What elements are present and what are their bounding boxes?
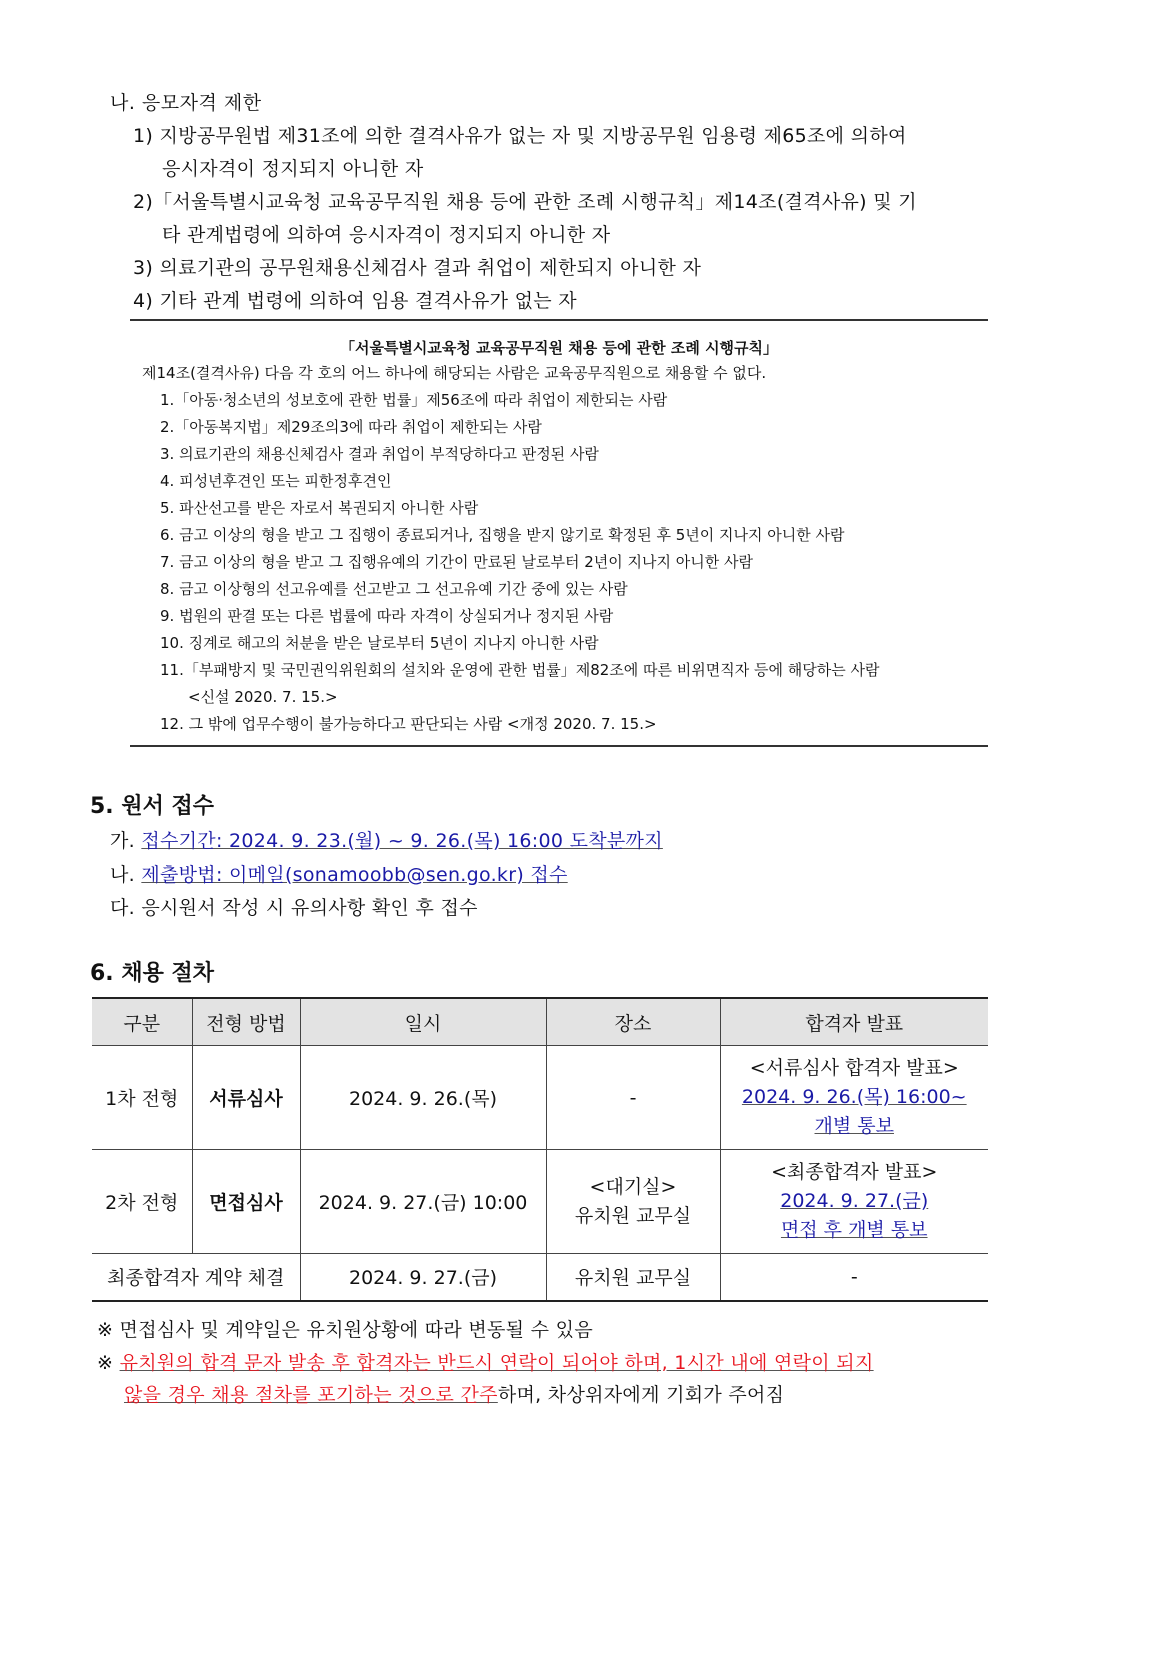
announce-label: <서류심사 합격자 발표>	[749, 1057, 959, 1079]
regulation-item: 9. 법원의 판결 또는 다른 법률에 따라 자격이 상실되거나 정지된 사람	[160, 607, 614, 625]
qualification-item-2: 2)「서울특별시교육청 교육공무직원 채용 등에 관한 조례 시행규칙」제14조(결격사유) 및 기	[133, 191, 917, 213]
header-announcement: 합격자 발표	[720, 998, 988, 1046]
regulation-item: 1.「아동·청소년의 성보호에 관한 법률」제56조에 따라 취업이 제한되는 사람	[160, 391, 668, 409]
announce-date[interactable]: 2024. 9. 27.(금)	[780, 1190, 929, 1212]
announce-note[interactable]: 면접 후 개별 통보	[780, 1219, 928, 1241]
regulation-intro: 제14조(결격사유) 다음 각 호의 어느 하나에 해당되는 사람은 교육공무직원으로 채용할 수 없다.	[142, 364, 767, 382]
application-period-link[interactable]: 접수기간: 2024. 9. 23.(월) ~ 9. 26.(목) 16:00 도착분까지	[141, 830, 663, 852]
warning-text: 않을 경우 채용 절차를 포기하는 것으로 간주	[124, 1384, 498, 1406]
header-place: 장소	[546, 998, 720, 1046]
submission-method	[110, 860, 568, 887]
stage-cell: 1차 전형	[92, 1046, 192, 1150]
regulation-item: 7. 금고 이상의 형을 받고 그 집행유예의 기간이 만료된 날로부터 2년이 지나지 아니한 사람	[160, 553, 753, 571]
regulation-bottom-rule	[130, 745, 988, 747]
item-prefix: 나.	[110, 864, 142, 886]
datetime-cell: 2024. 9. 27.(금)	[300, 1254, 546, 1301]
regulation-item: 2.「아동복지법」제29조의3에 따라 취업이 제한되는 사람	[160, 418, 542, 436]
section-5-title: 5. 원서 접수	[90, 794, 214, 819]
stage-cell: 2차 전형	[92, 1150, 192, 1254]
table-row	[92, 1150, 988, 1254]
announce-label: <최종합격자 발표>	[771, 1161, 938, 1183]
regulation-item: 3. 의료기관의 채용신체검사 결과 취업이 부적당하다고 판정된 사람	[160, 445, 599, 463]
table-header-row	[92, 998, 988, 1046]
qualification-item-4: 4) 기타 관계 법령에 의하여 임용 결격사유가 없는 자	[133, 290, 577, 312]
subsection-heading: 나. 응모자격 제한	[110, 92, 262, 114]
header-method: 전형 방법	[192, 998, 300, 1046]
qualification-item-1-cont: 응시자격이 정지되지 아니한 자	[162, 158, 424, 180]
method-cell: 서류심사	[192, 1046, 300, 1150]
regulation-item: 5. 파산선고를 받은 자로서 복권되지 아니한 사람	[160, 499, 479, 517]
regulation-item: 8. 금고 이상형의 선고유예를 선고받고 그 선고유예 기간 중에 있는 사람	[160, 580, 628, 598]
header-datetime: 일시	[300, 998, 546, 1046]
application-note: 다. 응시원서 작성 시 유의사항 확인 후 접수	[110, 897, 478, 919]
place-line: <대기실>	[589, 1175, 677, 1198]
recruitment-procedure-table	[92, 997, 988, 1302]
header-category: 구분	[92, 998, 192, 1046]
announce-date[interactable]: 2024. 9. 26.(목) 16:00~	[741, 1086, 967, 1108]
announcement-cell	[720, 1046, 988, 1150]
regulation-item: 12. 그 밖에 업무수행이 불가능하다고 판단되는 사람 <개정 2020. 7. 15.>	[160, 715, 657, 733]
place-cell: -	[546, 1046, 720, 1150]
qualification-item-2-cont: 타 관계법령에 의하여 응시자격이 정지되지 아니한 자	[162, 224, 611, 246]
contact-warning-line2	[124, 1380, 784, 1407]
table-row	[92, 1046, 988, 1150]
regulation-item: 11.「부패방지 및 국민권익위원회의 설치와 운영에 관한 법률」제82조에 따른 비위면직자 등에 해당하는 사람	[160, 661, 880, 679]
section-6-title: 6. 채용 절차	[90, 961, 214, 986]
datetime-cell: 2024. 9. 26.(목)	[300, 1046, 546, 1150]
qualification-item-3: 3) 의료기관의 공무원채용신체검사 결과 취업이 제한되지 아니한 자	[133, 257, 702, 279]
regulation-item: 10. 징계로 해고의 처분을 받은 날로부터 5년이 지나지 아니한 사람	[160, 634, 599, 652]
regulation-top-rule	[130, 319, 988, 321]
contact-warning-line1	[97, 1348, 874, 1375]
warning-text: 유치원의 합격 문자 발송 후 합격자는 반드시 연락이 되어야 하며, 1시간 내에 연락이 되지	[119, 1352, 874, 1374]
announcement-cell: -	[720, 1254, 988, 1301]
regulation-title: 「서울특별시교육청 교육공무직원 채용 등에 관한 조례 시행규칙」	[339, 339, 779, 357]
place-cell: 유치원 교무실	[546, 1254, 720, 1301]
item-prefix: 가.	[110, 830, 142, 852]
note-mark: ※	[97, 1352, 120, 1374]
place-line: 유치원 교무실	[574, 1204, 692, 1227]
application-period	[110, 826, 663, 853]
table-row	[92, 1254, 988, 1301]
email-link[interactable]: 제출방법: 이메일(sonamoobb@sen.go.kr) 접수	[141, 864, 568, 886]
place-cell	[546, 1150, 720, 1254]
announcement-cell	[720, 1150, 988, 1254]
method-cell: 면접심사	[192, 1150, 300, 1254]
announce-note[interactable]: 개별 통보	[814, 1115, 894, 1137]
schedule-change-note: ※ 면접심사 및 계약일은 유치원상황에 따라 변동될 수 있음	[97, 1319, 593, 1341]
regulation-item: 6. 금고 이상의 형을 받고 그 집행이 종료되거나, 집행을 받지 않기로 확정된 후 5년이 지나지 아니한 사람	[160, 526, 845, 544]
datetime-cell: 2024. 9. 27.(금) 10:00	[300, 1150, 546, 1254]
stage-cell: 최종합격자 계약 체결	[92, 1254, 300, 1301]
regulation-item: 4. 피성년후견인 또는 피한정후견인	[160, 472, 392, 490]
regulation-item-cont: <신설 2020. 7. 15.>	[188, 688, 338, 706]
warning-tail: 하며, 차상위자에게 기회가 주어짐	[497, 1384, 785, 1406]
qualification-item-1: 1) 지방공무원법 제31조에 의한 결격사유가 없는 자 및 지방공무원 임용령 제65조에 의하여	[133, 125, 907, 147]
